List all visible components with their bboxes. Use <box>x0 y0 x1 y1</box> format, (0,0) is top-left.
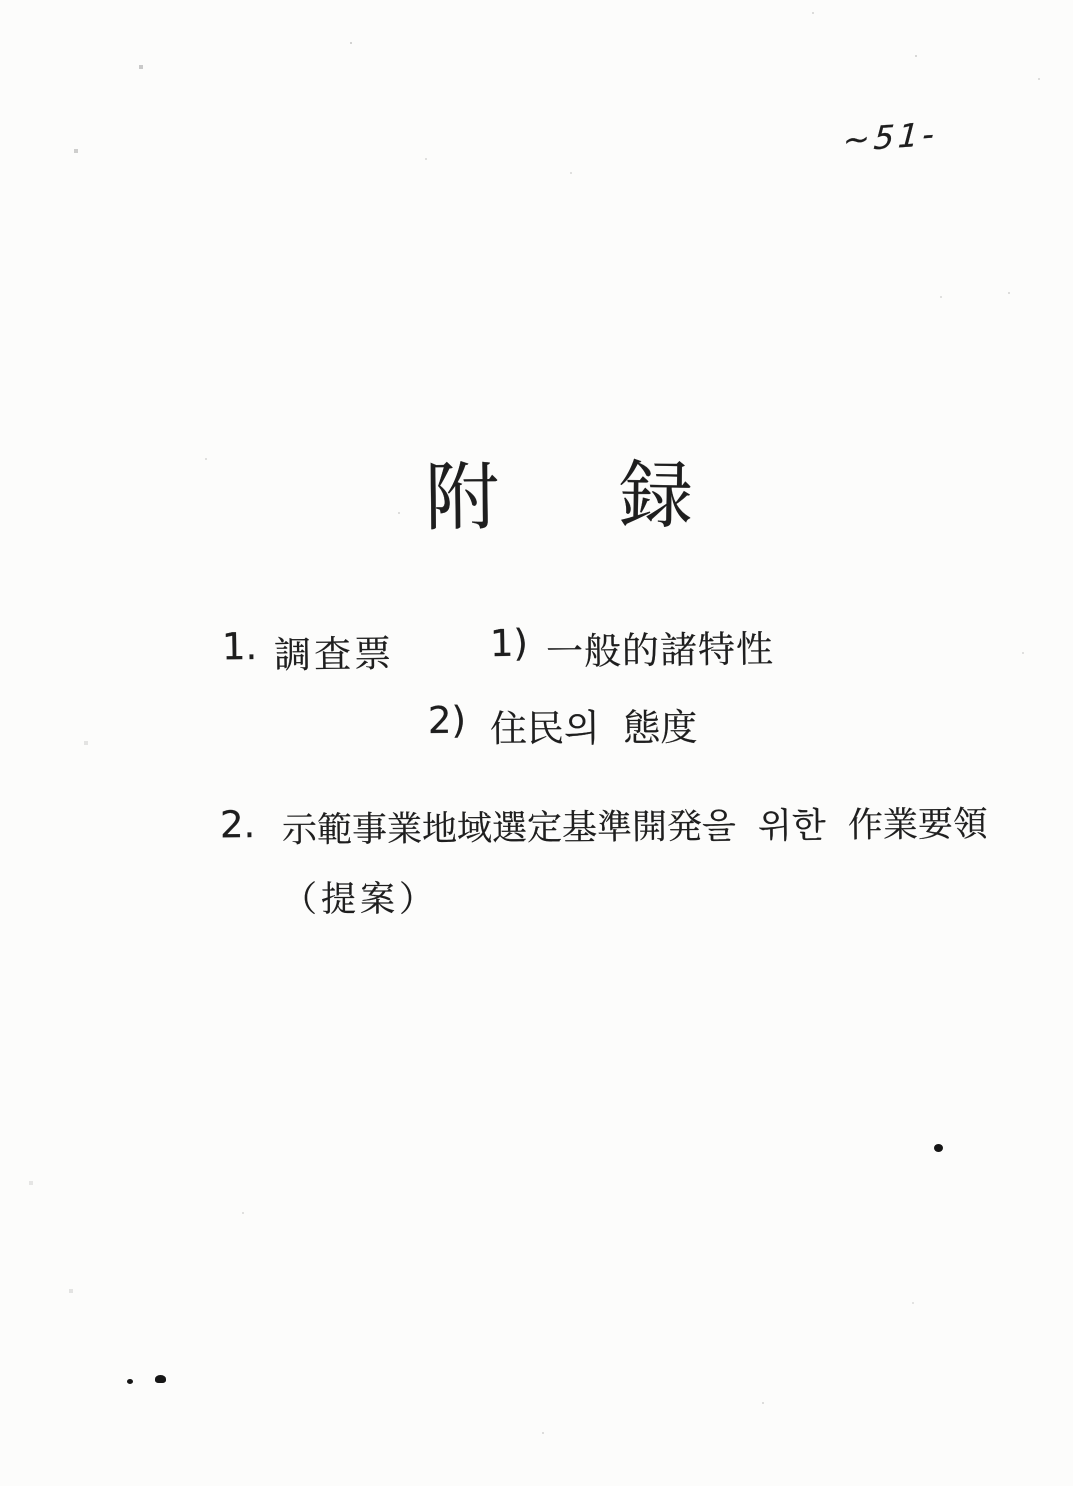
item1-sub2-text: 住民의 態度 <box>489 706 698 751</box>
ink-speck <box>127 1379 133 1384</box>
item2-text: 示範事業地域選定基準開発을 위한 作業要領 <box>281 804 989 851</box>
title-char-roku: 録 <box>618 452 694 540</box>
list-item-2 <box>220 797 988 854</box>
document-title <box>424 437 693 546</box>
item1-number: 1. <box>221 624 258 669</box>
page-number: ~51- <box>841 114 940 160</box>
list-item-2-note <box>282 872 438 922</box>
item2-number: 2. <box>219 803 256 847</box>
list-item-1-sub-2 <box>428 697 698 753</box>
ink-speck <box>934 1144 943 1152</box>
item1-sub2-number: 2) <box>427 698 467 742</box>
title-char-fu: 附 <box>424 454 500 542</box>
ink-speck <box>155 1375 166 1383</box>
item1-sub1-text: 一般的諸特性 <box>545 627 775 674</box>
list-item-1 <box>222 619 775 680</box>
scan-speckles <box>0 0 2 2</box>
item1-sub1-number: 1) <box>489 621 529 666</box>
item2-note-text: （提案） <box>282 880 439 920</box>
title-gap <box>498 437 619 544</box>
item1-label: 調査票 <box>273 632 395 677</box>
